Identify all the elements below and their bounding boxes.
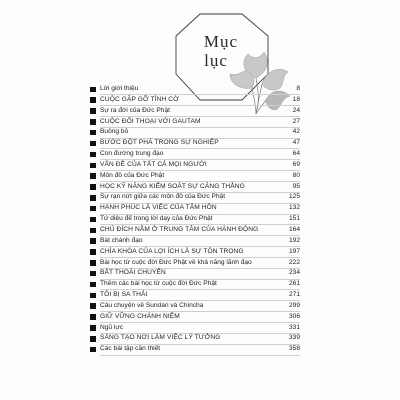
toc-entry-title: TÔI BỊ SA THẢI	[100, 291, 148, 299]
toc-entry-title: HẠNH PHÚC LÀ VIỆC CỦA TÂM HỒN	[100, 204, 217, 212]
bullet-square-icon	[90, 271, 96, 277]
bullet-square-icon	[90, 303, 96, 309]
bullet-square-icon	[90, 282, 96, 288]
toc-entry-title: Bát chánh đạo	[100, 236, 143, 244]
toc-entry-title: Sự ra đời của Đức Phật	[100, 106, 170, 114]
bullet-square-icon	[90, 293, 96, 299]
bullet-square-icon	[90, 228, 96, 234]
toc-entry-page: 95	[292, 182, 300, 190]
toc-entry-page: 132	[288, 204, 300, 212]
toc-entry-page: 164	[288, 225, 300, 233]
toc-entry-page: 339	[288, 334, 300, 342]
bullet-square-icon	[90, 206, 96, 212]
toc-entry-title: HỌC KỸ NĂNG KIỂM SOÁT SỰ CĂNG THẲNG	[100, 182, 245, 190]
bullet-square-icon	[90, 325, 96, 331]
bullet-square-icon	[90, 97, 96, 103]
toc-entry-page: 358	[288, 345, 300, 353]
toc-entry-page: 271	[288, 291, 300, 299]
toc-entry-page: 8	[296, 85, 300, 92]
bullet-square-icon	[90, 217, 96, 223]
toc-entry-title: VẤN ĐỀ CỦA TẤT CẢ MỌI NGƯỜI	[100, 160, 207, 168]
toc-entry[interactable]	[90, 290, 300, 301]
toc-entry-page: 18	[292, 95, 300, 103]
toc-entry[interactable]	[90, 160, 300, 171]
title-line-1: Mục	[203, 32, 239, 51]
bullet-square-icon	[90, 347, 96, 353]
bullet-square-icon	[90, 173, 96, 179]
toc-entry[interactable]	[90, 149, 300, 160]
toc-entry-title: Con đường trung đạo	[100, 150, 164, 158]
toc-entry-title: GIỮ VỮNG CHÁNH NIỆM	[100, 312, 180, 320]
bullet-square-icon	[90, 141, 96, 147]
bullet-square-icon	[90, 314, 96, 320]
toc-entry-title: Câu chuyện về Sundari và Chincha	[100, 301, 204, 309]
toc-entry[interactable]	[90, 279, 300, 290]
bullet-square-icon	[90, 130, 96, 136]
bullet-square-icon	[90, 249, 96, 255]
toc-entry-page: 64	[292, 150, 300, 158]
toc-entry-page: 299	[288, 301, 300, 309]
toc-entry[interactable]	[90, 344, 300, 355]
toc-entry[interactable]	[90, 127, 300, 138]
toc-entry[interactable]	[90, 312, 300, 323]
bullet-square-icon	[90, 108, 96, 114]
toc-entry-title: BẤT THOÁI CHUYỂN	[100, 269, 166, 277]
toc-entry-title: Bài học từ cuộc đời Đức Phật về khả năng lãnh đạo	[100, 258, 252, 266]
bullet-square-icon	[90, 87, 96, 93]
toc-entry-page: 42	[292, 128, 300, 136]
toc-entry[interactable]	[90, 225, 300, 236]
table-of-contents	[90, 84, 300, 355]
toc-entry[interactable]	[90, 236, 300, 247]
bullet-square-icon	[90, 152, 96, 158]
toc-entry-page: 151	[288, 215, 300, 223]
bullet-square-icon	[90, 238, 96, 244]
toc-entry-title: CHỦ ĐÍCH NẰM Ở TRUNG TÂM CỦA HÀNH ĐỘNG	[100, 225, 259, 233]
toc-entry[interactable]	[90, 258, 300, 269]
toc-entry-page: 234	[288, 269, 300, 277]
bullet-square-icon	[90, 184, 96, 190]
toc-entry-title: Buông bỏ	[100, 128, 129, 136]
toc-entry-title: Ngũ lực	[100, 323, 124, 331]
toc-entry-page: 306	[288, 312, 300, 320]
toc-entry-title: Tứ diệu đế trong lời dạy của Đức Phật	[100, 215, 213, 223]
toc-entry-page: 197	[288, 247, 300, 255]
toc-entry[interactable]	[90, 268, 300, 279]
title-line-2: lục	[204, 51, 228, 70]
toc-entry-title: SÁNG TẠO NƠI LÀM VIỆC LÝ TƯỞNG	[100, 334, 221, 342]
toc-entry[interactable]	[90, 117, 300, 128]
toc-entry[interactable]	[90, 323, 300, 334]
toc-entry[interactable]	[90, 182, 300, 193]
toc-entry-title: CUỘC ĐỐI THOẠI VỚI GAUTAM	[100, 117, 201, 125]
bullet-square-icon	[90, 195, 96, 201]
toc-entry-page: 261	[288, 280, 300, 288]
toc-entry-page: 24	[292, 106, 300, 114]
toc-entry-title: Các bài tập cần thiết	[100, 345, 161, 353]
toc-entry[interactable]	[90, 84, 300, 95]
toc-entry-page: 47	[292, 139, 300, 147]
toc-entry[interactable]	[90, 138, 300, 149]
toc-entry-page: 125	[288, 193, 300, 201]
toc-entry-title: Lời giới thiệu	[100, 85, 139, 92]
toc-entry[interactable]	[90, 333, 300, 344]
toc-entry-page: 331	[288, 323, 300, 331]
toc-entry[interactable]	[90, 214, 300, 225]
bullet-square-icon	[90, 163, 96, 169]
toc-entry[interactable]	[90, 203, 300, 214]
toc-entry-page: 69	[292, 160, 300, 168]
bullet-square-icon	[90, 336, 96, 342]
bullet-square-icon	[90, 119, 96, 125]
toc-entry[interactable]	[90, 247, 300, 258]
bullet-square-icon	[90, 260, 96, 266]
toc-entry[interactable]	[90, 106, 300, 117]
toc-entry-title: Thêm các bài học từ cuộc đời Đức Phật	[100, 280, 217, 288]
toc-entry[interactable]	[90, 95, 300, 106]
toc-entry-page: 222	[288, 258, 300, 266]
toc-entry-title: CHÌA KHÓA CỦA LỢI ÍCH LÀ SỰ TÔN TRỌNG	[100, 247, 244, 255]
toc-entry-title: Sự rạn nứt giữa các môn đồ của Đức Phật	[100, 193, 226, 201]
toc-entry-title: CUỘC GẶP GỠ TÌNH CỜ	[100, 95, 179, 103]
toc-entry-page: 27	[292, 117, 300, 125]
toc-entry-title: BƯỚC ĐỘT PHÁ TRONG SỰ NGHIỆP	[100, 139, 219, 147]
toc-entry[interactable]	[90, 301, 300, 312]
toc-entry-page: 80	[292, 171, 300, 179]
leader-line	[100, 355, 300, 356]
toc-entry-title: Môn đồ của Đức Phật	[100, 171, 165, 179]
toc-entry-page: 192	[288, 236, 300, 244]
toc-entry[interactable]	[90, 171, 300, 182]
toc-entry[interactable]	[90, 192, 300, 203]
